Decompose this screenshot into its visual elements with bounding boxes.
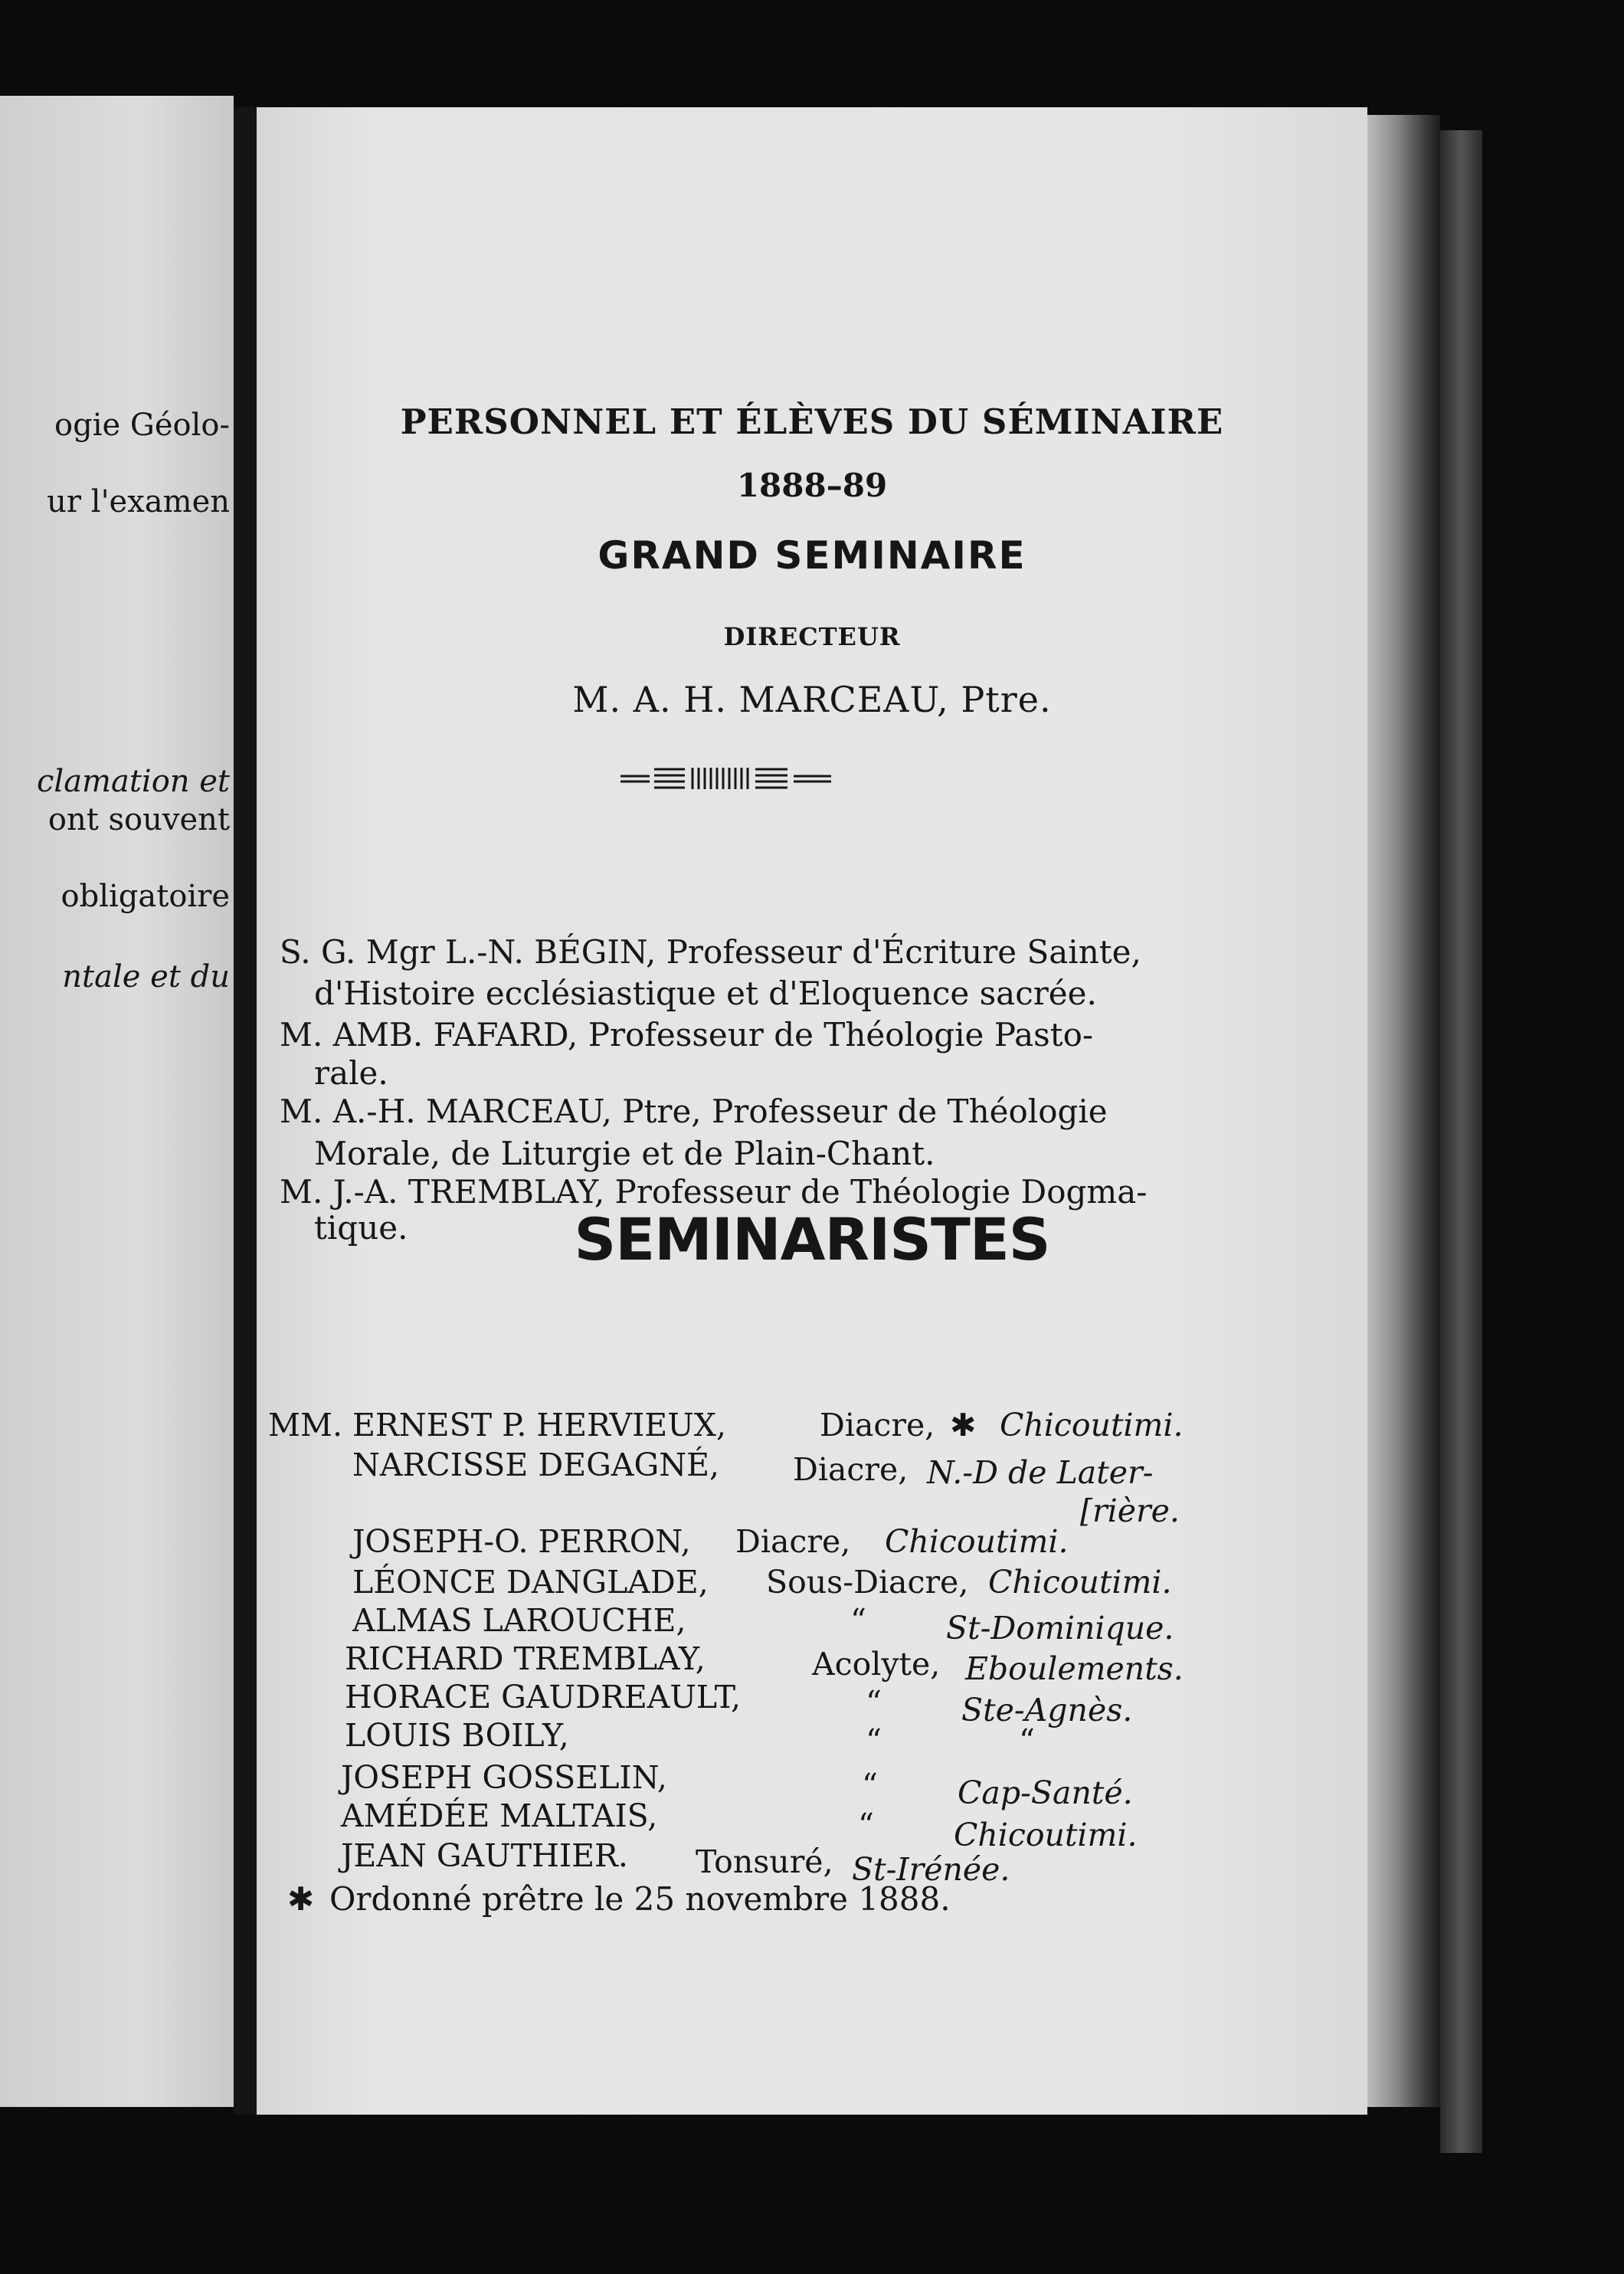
student-place: Cap-Santé. bbox=[958, 1774, 1133, 1811]
student-order: “ bbox=[862, 1767, 878, 1804]
professor-entry: M. J.-A. TREMBLAY, Professeur de Théologie Dogma- bbox=[280, 1173, 1148, 1211]
left-page-fragment: ntale et du bbox=[62, 959, 230, 994]
academic-year: 1888–89 bbox=[736, 467, 888, 504]
student-order: “ bbox=[866, 1684, 882, 1721]
left-page-fragment: ur l'examen bbox=[47, 484, 230, 519]
professor-entry: tique. bbox=[314, 1209, 408, 1247]
student-order: Tonsuré, bbox=[696, 1843, 833, 1880]
student-order: Diacre, bbox=[793, 1451, 909, 1488]
ornament-divider bbox=[620, 766, 831, 791]
student-order: Sous-Diacre, bbox=[766, 1564, 969, 1601]
asterisk-mark: ✱ bbox=[950, 1407, 977, 1443]
professor-entry: S. G. Mgr L.-N. BÉGIN, Professeur d'Écriture Sainte, bbox=[280, 933, 1141, 971]
student-name: JOSEPH-O. PERRON, bbox=[352, 1523, 691, 1560]
student-place: St-Dominique. bbox=[946, 1610, 1174, 1647]
student-place: Chicoutimi. bbox=[954, 1817, 1138, 1853]
student-order: Diacre, bbox=[820, 1407, 935, 1443]
student-order: “ bbox=[850, 1602, 866, 1639]
professor-entry: M. AMB. FAFARD, Professeur de Théologie Pasto- bbox=[280, 1016, 1094, 1053]
director-label: DIRECTEUR bbox=[723, 622, 901, 651]
student-place: N.-D de Later- bbox=[927, 1454, 1154, 1491]
professor-entry: rale. bbox=[314, 1054, 388, 1092]
student-place: Chicoutimi. bbox=[988, 1564, 1172, 1601]
student-name: JEAN GAUTHIER. bbox=[341, 1837, 628, 1874]
professor-entry: d'Histoire ecclésiastique et d'Eloquence sacrée. bbox=[314, 975, 1097, 1012]
director-name: M. A. H. MARCEAU, Ptre. bbox=[572, 679, 1052, 720]
student-name: JOSEPH GOSSELIN, bbox=[341, 1759, 667, 1796]
professor-entry: M. A.-H. MARCEAU, Ptre, Professeur de Théologie bbox=[280, 1093, 1108, 1130]
student-name: LÉONCE DANGLADE, bbox=[352, 1564, 709, 1601]
student-order: Diacre, bbox=[735, 1523, 851, 1560]
student-name: ERNEST P. HERVIEUX, bbox=[352, 1407, 727, 1443]
student-order: “ bbox=[866, 1722, 882, 1759]
student-place: Chicoutimi. bbox=[1000, 1407, 1184, 1443]
left-page-fragment: obligatoire bbox=[61, 879, 230, 914]
student-name: RICHARD TREMBLAY, bbox=[345, 1640, 706, 1677]
student-order: “ bbox=[858, 1807, 874, 1843]
seminaristes-heading: SEMINARISTES bbox=[574, 1205, 1050, 1273]
student-name: HORACE GAUDREAULT, bbox=[345, 1679, 742, 1715]
page-edge bbox=[1367, 115, 1440, 2107]
book-cover-edge bbox=[1440, 130, 1482, 2153]
student-place: Chicoutimi. bbox=[885, 1523, 1069, 1560]
student-order: Acolyte, bbox=[812, 1646, 941, 1683]
document-page bbox=[257, 107, 1367, 2115]
left-facing-page bbox=[0, 96, 234, 2107]
footnote: Ordonné prêtre le 25 novembre 1888. bbox=[329, 1880, 951, 1918]
student-place-continued: [rière. bbox=[1080, 1493, 1180, 1529]
book-gutter bbox=[234, 107, 257, 2115]
student-name: LOUIS BOILY, bbox=[345, 1717, 569, 1754]
footnote-asterisk: ✱ bbox=[287, 1880, 315, 1918]
student-place: Ste-Agnès. bbox=[961, 1692, 1133, 1728]
student-place: St-Irénée. bbox=[852, 1851, 1010, 1888]
student-place: “ bbox=[1019, 1722, 1035, 1759]
page-title: PERSONNEL ET ÉLÈVES DU SÉMINAIRE bbox=[400, 401, 1224, 442]
honorific-prefix: MM. bbox=[268, 1407, 342, 1443]
student-name: AMÉDÉE MALTAIS, bbox=[341, 1797, 658, 1834]
left-page-fragment: ont souvent bbox=[47, 802, 230, 837]
left-page-fragment: clamation et bbox=[37, 764, 230, 799]
professor-entry: Morale, de Liturgie et de Plain-Chant. bbox=[314, 1135, 935, 1172]
left-page-fragment: ogie Géolo- bbox=[54, 408, 230, 443]
section-title: GRAND SEMINAIRE bbox=[598, 533, 1026, 578]
student-place: Eboulements. bbox=[965, 1650, 1184, 1687]
student-name: ALMAS LAROUCHE, bbox=[352, 1602, 686, 1639]
student-name: NARCISSE DEGAGNÉ, bbox=[352, 1447, 720, 1483]
